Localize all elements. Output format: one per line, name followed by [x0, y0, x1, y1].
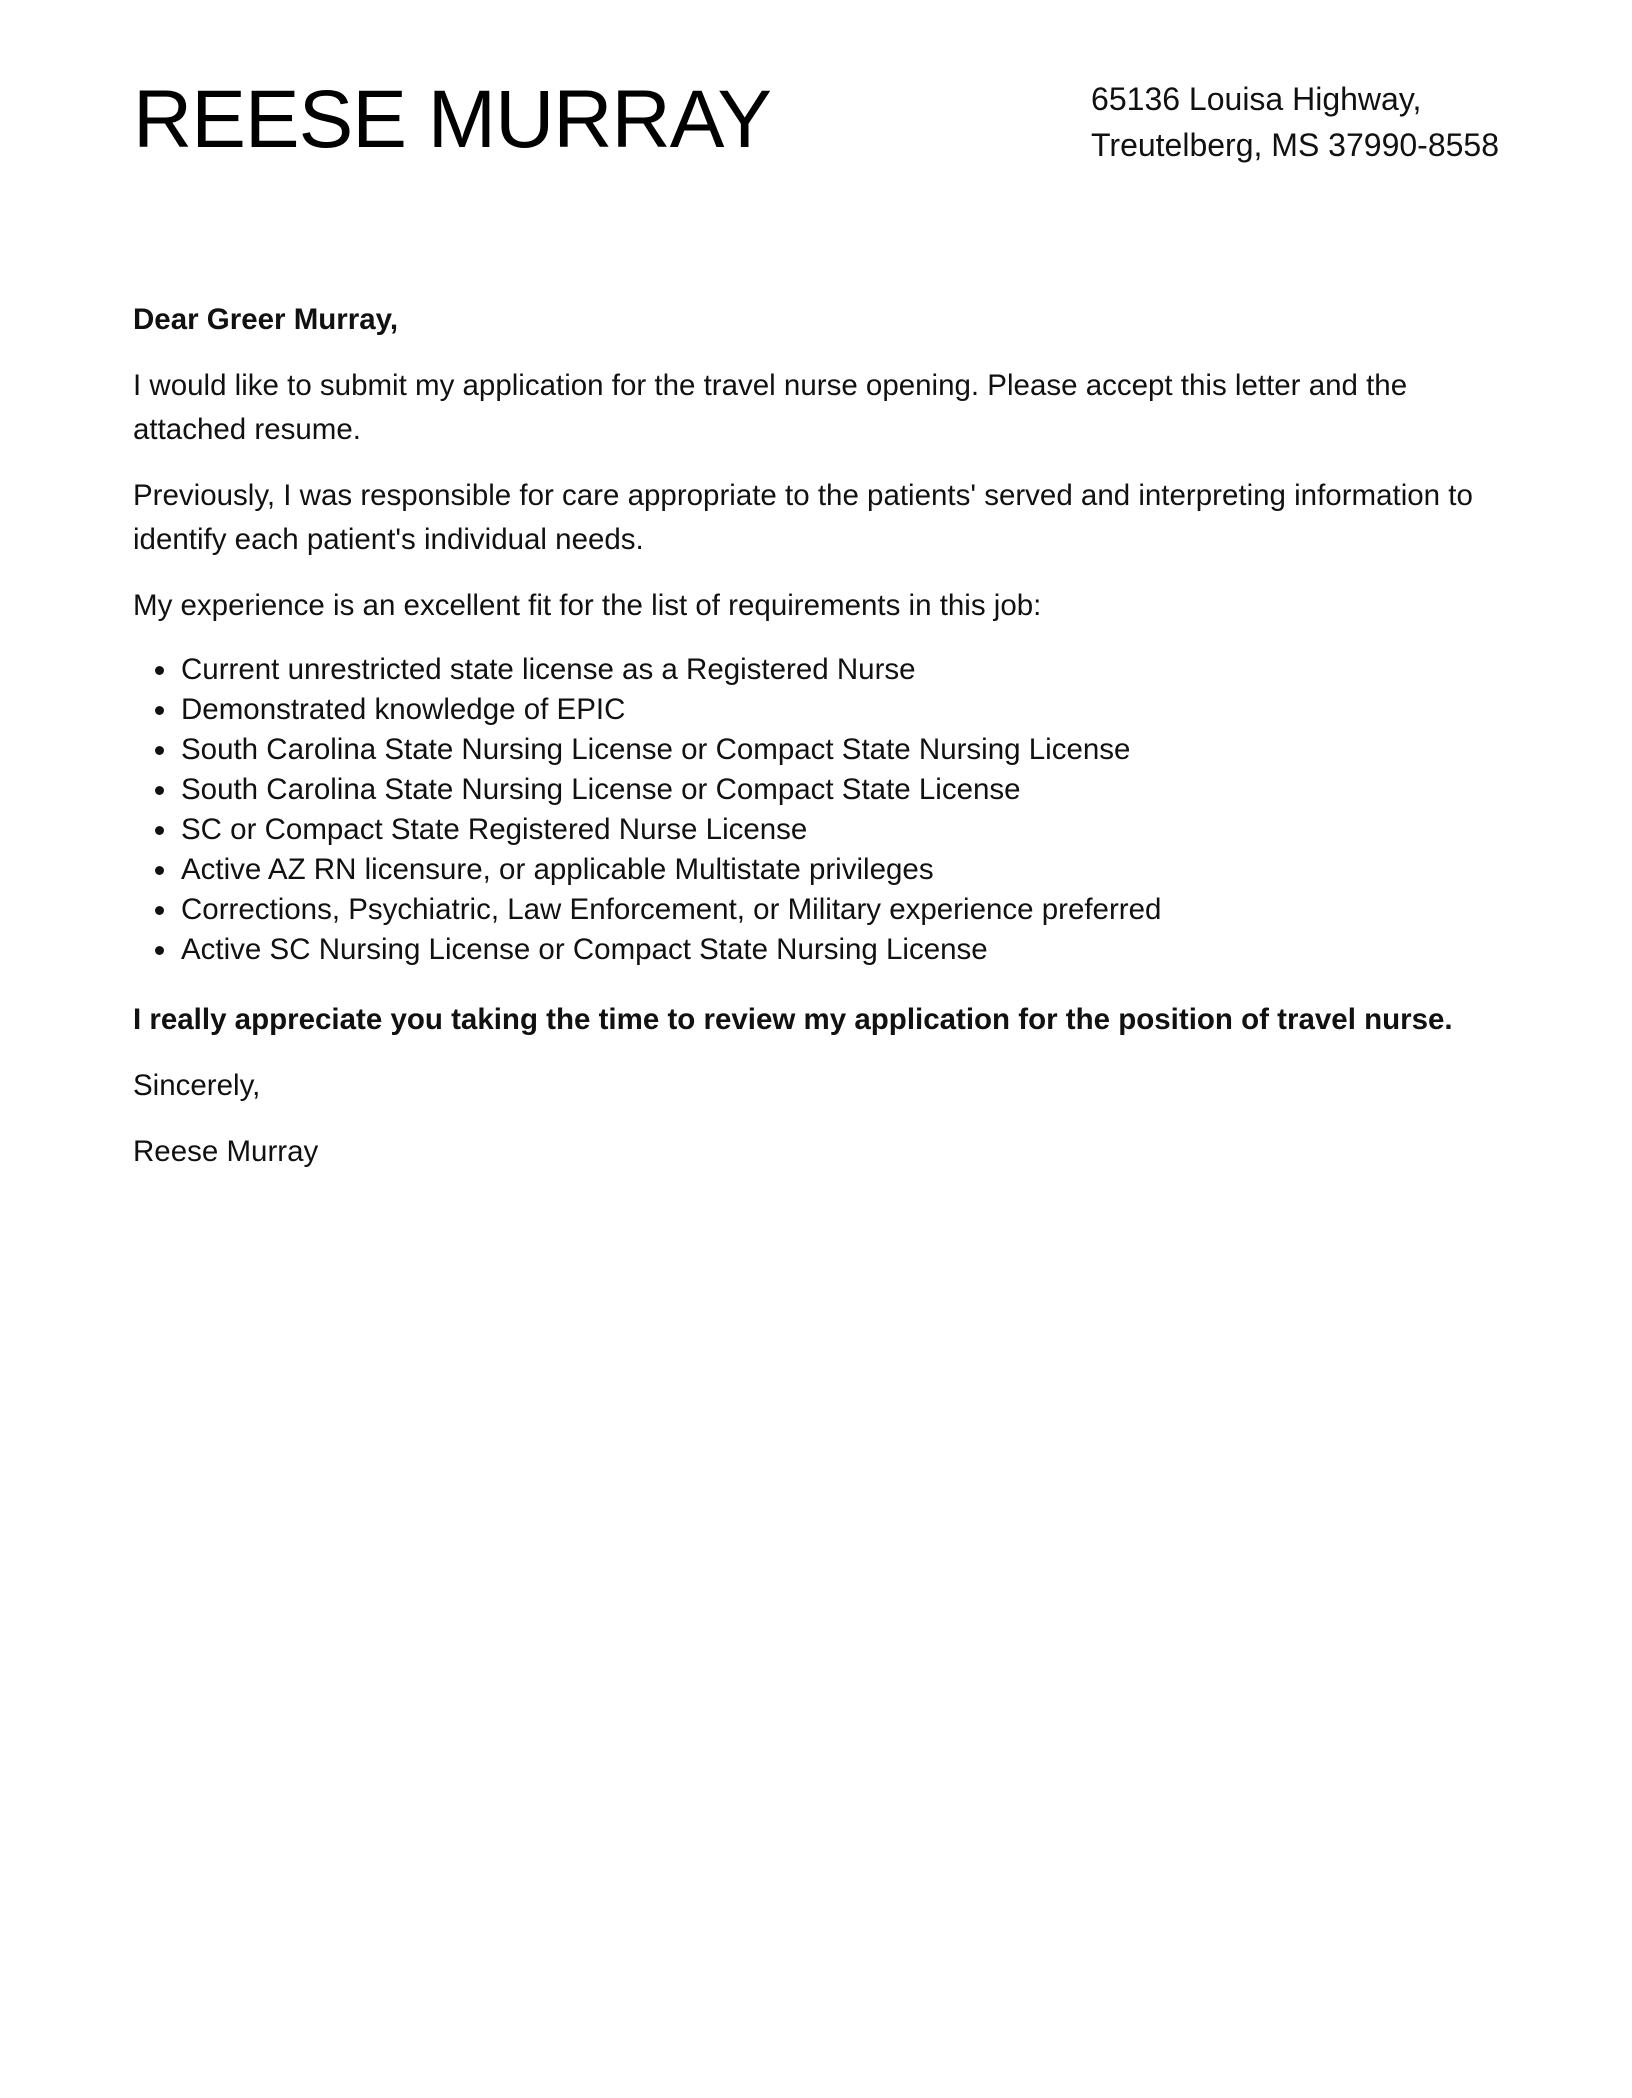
salutation: Dear Greer Murray, [133, 303, 399, 336]
bullet-icon [155, 666, 164, 675]
requirements-list [133, 650, 1503, 970]
letter-body [133, 298, 1503, 1196]
list-item [181, 690, 1503, 730]
list-item [181, 930, 1503, 970]
bullet-icon [155, 866, 164, 875]
requirement-text: Corrections, Psychiatric, Law Enforcement, or Military experience preferred [181, 893, 1162, 926]
requirement-text: Active SC Nursing License or Compact State Nursing License [181, 933, 988, 966]
requirement-text: South Carolina State Nursing License or Compact State Nursing License [181, 733, 1131, 766]
list-item [181, 890, 1503, 930]
requirement-text: South Carolina State Nursing License or Compact State License [181, 773, 1021, 806]
experience-paragraph: Previously, I was responsible for care appropriate to the patients' served and interpreting information to identify each patient's individual needs. [133, 479, 1473, 556]
signature-name: Reese Murray [133, 1135, 319, 1168]
closing-paragraph: I really appreciate you taking the time to review my application for the position of travel nurse. [133, 1003, 1453, 1036]
applicant-address [1091, 76, 1499, 168]
applicant-name: REESE MURRAY [133, 74, 772, 165]
bullet-icon [155, 746, 164, 755]
requirement-text: Demonstrated knowledge of EPIC [181, 693, 626, 726]
bullet-icon [155, 706, 164, 715]
bullet-icon [155, 826, 164, 835]
list-item [181, 810, 1503, 850]
bullet-icon [155, 906, 164, 915]
list-item [181, 650, 1503, 690]
list-item [181, 770, 1503, 810]
requirements-intro: My experience is an excellent fit for the list of requirements in this job: [133, 589, 1042, 622]
list-item [181, 850, 1503, 890]
requirement-text: Current unrestricted state license as a Registered Nurse [181, 653, 916, 686]
address-line-1: 65136 Louisa Highway, [1091, 81, 1422, 117]
address-line-2: Treutelberg, MS 37990-8558 [1091, 127, 1499, 163]
signoff: Sincerely, [133, 1069, 261, 1102]
requirement-text: Active AZ RN licensure, or applicable Multistate privileges [181, 853, 934, 886]
letter-header [133, 70, 1499, 190]
bullet-icon [155, 946, 164, 955]
list-item [181, 730, 1503, 770]
requirement-text: SC or Compact State Registered Nurse License [181, 813, 808, 846]
bullet-icon [155, 786, 164, 795]
intro-paragraph: I would like to submit my application for the travel nurse opening. Please accept this letter and the attached resume. [133, 369, 1408, 446]
